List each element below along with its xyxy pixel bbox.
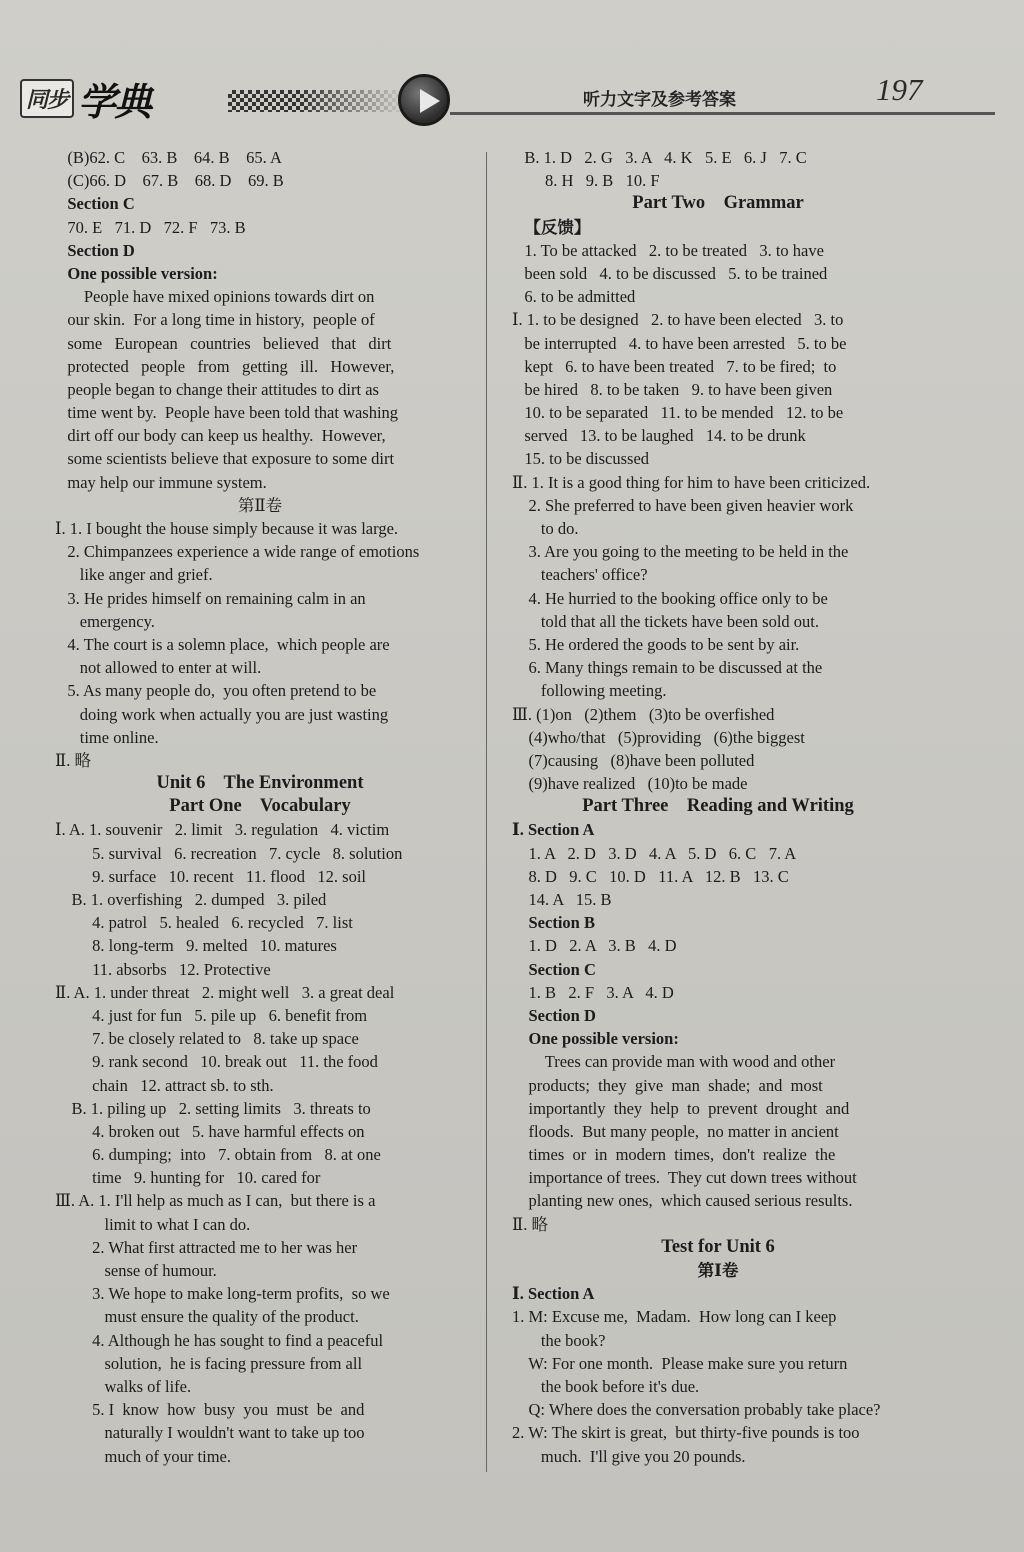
left-line: walks of life.: [55, 1376, 192, 1396]
column-divider: [486, 152, 487, 1472]
left-line: time went by. People have been told that washing: [55, 403, 399, 423]
left-line: 2. What first attracted me to her was her: [55, 1237, 358, 1257]
left-line: Ⅰ. A. 1. souvenir 2. limit 3. regulation 4. victim: [55, 820, 390, 840]
logo-big-text: 学典: [78, 79, 151, 124]
left-line: sense of humour.: [55, 1261, 217, 1280]
right-line: Part Three Reading and Writing: [582, 796, 854, 817]
left-column: [55, 146, 465, 1468]
left-line: 4. patrol 5. healed 6. recycled 7. list: [55, 913, 353, 933]
right-line: 8. D 9. C 10. D 11. A 12. B 13. C: [512, 866, 789, 886]
right-line: much. I'll give you 20 pounds.: [512, 1446, 746, 1466]
left-line: limit to what I can do.: [55, 1214, 251, 1234]
right-line: Part Two Grammar: [632, 193, 804, 214]
right-line: 14. A 15. B: [512, 890, 612, 909]
left-line: time online.: [55, 727, 159, 747]
right-line: 第Ⅰ卷: [697, 1261, 739, 1280]
right-line: be interrupted 4. to have been arrested 5. to be: [512, 333, 847, 353]
left-line: 4. just for fun 5. pile up 6. benefit from: [55, 1005, 368, 1025]
left-line: 第Ⅱ卷: [237, 495, 283, 515]
left-line: people began to change their attitudes to dirt as: [55, 379, 379, 399]
right-line: Q: Where does the conversation probably take place?: [512, 1400, 881, 1420]
left-line: 8. long-term 9. melted 10. matures: [55, 936, 337, 956]
right-line: 1. M: Excuse me, Madam. How long can I keep: [512, 1307, 837, 1327]
left-line: dirt off our body can keep us healthy. However,: [55, 426, 386, 446]
right-line: Section B: [512, 913, 595, 933]
right-line: following meeting.: [512, 681, 667, 701]
play-icon: [398, 74, 450, 126]
right-line: told that all the tickets have been sold out.: [512, 611, 820, 631]
right-line: 4. He hurried to the booking office only to be: [512, 588, 828, 608]
left-line: not allowed to enter at will.: [55, 658, 262, 678]
right-line: Trees can provide man with wood and other: [512, 1052, 836, 1072]
left-line: 5. As many people do, you often pretend to be: [55, 681, 377, 701]
right-line: 3. Are you going to the meeting to be held in the: [512, 542, 849, 562]
left-line: 4. Although he has sought to find a peaceful: [55, 1330, 384, 1350]
left-line: protected people from getting ill. However,: [55, 356, 395, 376]
right-line: to do.: [512, 519, 579, 538]
left-line: 6. dumping; into 7. obtain from 8. at one: [55, 1145, 381, 1165]
right-line: Ⅰ. Section A: [512, 820, 595, 840]
right-line: Ⅰ. Section A: [512, 1284, 595, 1304]
right-line: the book before it's due.: [512, 1376, 700, 1396]
left-line: Part One Vocabulary: [169, 796, 351, 817]
right-line: Test for Unit 6: [661, 1236, 775, 1257]
right-line: planting new ones, which caused serious results.: [512, 1191, 853, 1211]
left-line: much of your time.: [55, 1446, 231, 1466]
left-line: 5. I know how busy you must be and: [55, 1400, 365, 1420]
left-line: emergency.: [55, 611, 155, 631]
right-line: 10. to be separated 11. to be mended 12. to be: [512, 403, 844, 423]
left-line: 3. He prides himself on remaining calm in an: [55, 588, 366, 608]
right-line: Section D: [512, 1005, 596, 1025]
right-line: kept 6. to have been treated 7. to be fired; to: [512, 356, 837, 376]
left-line: like anger and grief.: [55, 565, 213, 585]
right-line: 5. He ordered the goods to be sent by air.: [512, 634, 800, 654]
right-line: One possible version:: [512, 1029, 679, 1049]
left-line: 9. rank second 10. break out 11. the food: [55, 1052, 378, 1072]
right-line: W: For one month. Please make sure you return: [512, 1353, 848, 1373]
page-number: 197: [876, 72, 923, 107]
left-line: One possible version:: [55, 263, 218, 283]
left-line: 11. absorbs 12. Protective: [55, 959, 271, 979]
left-line: some European countries believed that dirt: [55, 333, 392, 353]
checker-decoration: [228, 90, 408, 112]
right-line: 15. to be discussed: [512, 449, 650, 469]
book-logo: [20, 76, 151, 124]
logo-small-text: 同步: [20, 79, 74, 118]
right-line: served 13. to be laughed 14. to be drunk: [512, 426, 806, 446]
right-line: Ⅰ. 1. to be designed 2. to have been elected 3. to: [512, 310, 844, 330]
right-line: 6. to be admitted: [512, 287, 636, 307]
right-line: be hired 8. to be taken 9. to have been given: [512, 379, 833, 399]
right-line: 1. D 2. A 3. B 4. D: [512, 936, 677, 956]
left-line: (C)66. D 67. B 68. D 69. B: [55, 171, 284, 191]
left-line: Ⅰ. 1. I bought the house simply because it was large.: [55, 519, 399, 538]
left-line: (B)62. C 63. B 64. B 65. A: [55, 148, 282, 167]
right-line: the book?: [512, 1330, 606, 1350]
right-line: importantly they help to prevent drought and: [512, 1098, 850, 1118]
left-line: Section D: [55, 240, 135, 260]
left-line: 4. broken out 5. have harmful effects on: [55, 1121, 365, 1141]
right-line: (7)causing (8)have been polluted: [512, 750, 755, 770]
right-line: 8. H 9. B 10. F: [512, 171, 660, 191]
right-line: teachers' office?: [512, 565, 648, 585]
left-line: Ⅱ. 略: [55, 750, 91, 770]
left-line: 5. survival 6. recreation 7. cycle 8. solution: [55, 843, 403, 863]
header-rule: [450, 112, 995, 115]
right-line: Section C: [512, 959, 596, 979]
left-line: some scientists believe that exposure to some dirt: [55, 449, 395, 469]
left-line: solution, he is facing pressure from all: [55, 1353, 363, 1373]
left-line: 70. E 71. D 72. F 73. B: [55, 217, 246, 237]
section-title: 听力文字及参考答案: [583, 90, 736, 110]
right-line: (4)who/that (5)providing (6)the biggest: [512, 727, 805, 747]
right-line: products; they give man shade; and most: [512, 1075, 823, 1095]
left-line: may help our immune system.: [55, 472, 267, 492]
left-line: Ⅱ. A. 1. under threat 2. might well 3. a great deal: [55, 982, 395, 1002]
right-line: 6. Many things remain to be discussed at the: [512, 658, 823, 678]
left-line: 9. surface 10. recent 11. flood 12. soil: [55, 866, 366, 886]
right-line: Ⅲ. (1)on (2)them (3)to be overfished: [512, 704, 775, 724]
left-line: 2. Chimpanzees experience a wide range of emotions: [55, 542, 420, 562]
left-line: 7. be closely related to 8. take up space: [55, 1029, 359, 1049]
right-line: 【反馈】: [512, 217, 591, 237]
right-line: 1. A 2. D 3. D 4. A 5. D 6. C 7. A: [512, 843, 797, 863]
left-line: naturally I wouldn't want to take up too: [55, 1423, 365, 1443]
right-line: (9)have realized (10)to be made: [512, 774, 748, 794]
right-line: 1. To be attacked 2. to be treated 3. to have: [512, 240, 824, 260]
left-line: Ⅲ. A. 1. I'll help as much as I can, but there is a: [55, 1191, 376, 1211]
right-column: [512, 146, 924, 1468]
right-line: 1. B 2. F 3. A 4. D: [512, 982, 674, 1002]
right-line: Ⅱ. 略: [512, 1214, 548, 1234]
left-line: doing work when actually you are just wasting: [55, 704, 389, 724]
right-line: 2. She preferred to have been given heavier work: [512, 495, 854, 515]
left-line: B. 1. piling up 2. setting limits 3. threats to: [55, 1098, 371, 1118]
left-line: People have mixed opinions towards dirt on: [55, 287, 375, 307]
left-line: Unit 6 The Environment: [156, 773, 364, 794]
right-line: importance of trees. They cut down trees without: [512, 1168, 857, 1188]
left-line: time 9. hunting for 10. cared for: [55, 1168, 321, 1188]
left-line: B. 1. overfishing 2. dumped 3. piled: [55, 890, 327, 909]
left-line: 3. We hope to make long-term profits, so we: [55, 1284, 390, 1304]
left-line: must ensure the quality of the product.: [55, 1307, 359, 1327]
left-line: Section C: [55, 194, 135, 214]
right-line: B. 1. D 2. G 3. A 4. K 5. E 6. J 7. C: [512, 148, 807, 167]
left-line: our skin. For a long time in history, people of: [55, 310, 375, 330]
left-line: 4. The court is a solemn place, which people are: [55, 634, 390, 654]
right-line: Ⅱ. 1. It is a good thing for him to have been criticized.: [512, 472, 871, 492]
right-line: times or in modern times, don't realize the: [512, 1145, 836, 1165]
page-header: [20, 72, 1010, 132]
right-line: 2. W: The skirt is great, but thirty-five pounds is too: [512, 1423, 860, 1443]
right-line: floods. But many people, no matter in ancient: [512, 1121, 839, 1141]
left-line: chain 12. attract sb. to sth.: [55, 1075, 274, 1095]
right-line: been sold 4. to be discussed 5. to be trained: [512, 263, 828, 283]
